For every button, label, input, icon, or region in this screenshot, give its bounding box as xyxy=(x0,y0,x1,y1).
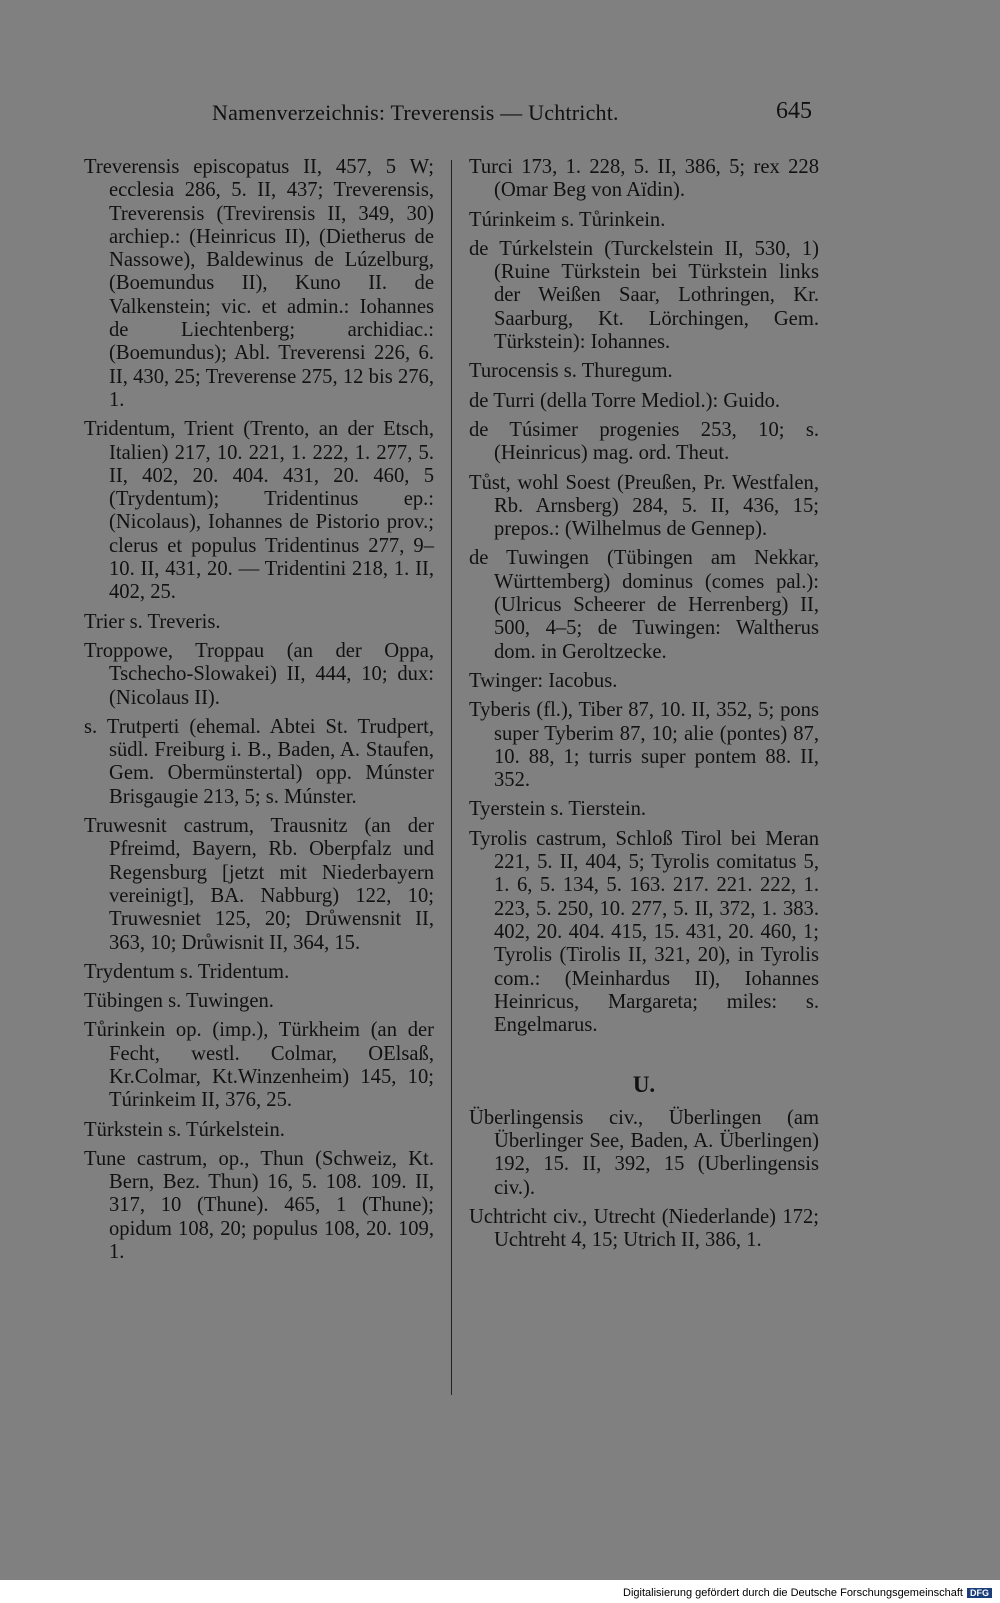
section-heading: U. xyxy=(632,1072,656,1098)
index-entry: Turci 173, 1. 228, 5. II, 386, 5; rex 228 (Omar Beg von Aïdin). xyxy=(469,156,819,202)
page-number: 645 xyxy=(776,98,812,124)
index-entry: Truwesnit castrum, Trausnitz (an der Pfreimd, Bayern, Rb. Oberpfalz und Regensburg [jetzt mit Niederbayern vereinigt], BA. Nabburg) 122, 10; Truwesniet 125, 20; Drůwensnit II, 363, 10; Drůwisnit II, 364, 15. xyxy=(84,815,434,954)
left-column xyxy=(84,156,434,1270)
index-entry: de Túsimer progenies 253, 10; s. (Heinricus) mag. ord. Theut. xyxy=(469,418,819,465)
index-entry: Tůrinkein op. (imp.), Türkheim (an der Fecht, westl. Colmar, OElsaß, Kr.Colmar, Kt.Winzenheim) 145, 10; Túrinkeim II, 376, 25. xyxy=(84,1019,434,1112)
index-entry: Turocensis s. Thuregum. xyxy=(469,360,673,383)
index-entry: Tune castrum, op., Thun (Schweiz, Kt. Bern, Bez. Thun) 16, 5. 108. 109. II, 317, 10 (Thune). 465, 1 (Thune); opidum 108, 20; populus 108, 20. 109, 1. xyxy=(84,1147,434,1264)
right-column xyxy=(469,156,819,1258)
index-entry: de Túrkelstein (Turckelstein II, 530, 1) (Ruine Türkstein bei Türkstein links der Weißen Saar, Lothringen, Kr. Saarburg, Kt. Lörchingen, Gem. Türkstein): Iohannes. xyxy=(469,237,819,354)
index-entry: de Turri (della Torre Mediol.): Guido. xyxy=(469,389,781,412)
index-entry: Tridentum, Trient (Trento, an der Etsch, Italien) 217, 10. 221, 1. 222, 1. 277, 5. II, 402, 20. 404. 431, 20. 460, 5 (Trydentum); Tridentinus ep.: (Nicolaus), Iohannes de Pistorio prov.; clerus et populus Tridentinus 277, 9–10. II, 431, 20. — Tridentini 218, 1. II, 402, 25. xyxy=(84,418,434,604)
column-divider xyxy=(451,160,452,1395)
index-entry: Trier s. Treveris. xyxy=(84,610,221,633)
index-entry: Treverensis episcopatus II, 457, 5 W; ecclesia 286, 5. II, 437; Treverensis, Treverensis (Trevirensis II, 349, 30) archiep.: (Heinricus II), (Dietherus de Nassowe), Baldewinus de Lúzelburg, (Boemundus II), Kuno II. de Valkenstein; vic. et admin.: Iohannes de Liechtenberg; archidiac.: (Boemundus); Abl. Treverensi 226, 6. II, 430, 25; Treverense 275, 12 bis 276, 1. xyxy=(84,156,434,411)
index-entry: de Tuwingen (Tübingen am Nekkar, Württemberg) dominus (comes pal.): (Ulricus Scheerer de Herrenberg) II, 500, 4–5; de Tuwingen: Waltherus dom. in Geroltzecke. xyxy=(469,547,819,663)
footer-text: Digitalisierung gefördert durch die Deutsche Forschungsgemeinschaft xyxy=(623,1587,963,1599)
running-head: Namenverzeichnis: Treverensis — Uchtricht. xyxy=(212,100,619,125)
index-entry: Trydentum s. Tridentum. xyxy=(84,960,290,983)
index-entry: Türkstein s. Túrkelstein. xyxy=(84,1118,285,1141)
footer-credit xyxy=(623,1587,992,1599)
index-entry: Tyberis (fl.), Tiber 87, 10. II, 352, 5; pons super Tyberim 87, 10; alie (pontes) 87, 10. 88, 1; turris super pontem 88. II, 352. xyxy=(469,699,819,792)
index-entry: Uchtricht civ., Utrecht (Niederlande) 172; Uchtreht 4, 15; Utrich II, 386, 1. xyxy=(469,1205,819,1252)
index-entry: Tyerstein s. Tierstein. xyxy=(469,798,647,821)
index-entry: Überlingensis civ., Überlingen (am Überlinger See, Baden, A. Überlingen) 192, 15. II, 392, 15 (Uberlingensis civ.). xyxy=(469,1106,819,1199)
index-entry: Twinger: Iacobus. xyxy=(469,669,618,692)
index-entry: Tyrolis castrum, Schloß Tirol bei Meran 221, 5. II, 404, 5; Tyrolis comitatus 5, 1. 6, 5. 134, 5. 163. 217. 221. 222, 1. 223, 5. 250, 10. 277, 5. II, 372, 1. 383. 402, 20. 404. 415, 15. 431, 20. 460, 1; Tyrolis (Tirolis II, 321, 20), in Tyrolis com.: (Meinhardus II), Iohannes Heinricus, Margareta; miles: s. Engelmarus. xyxy=(469,827,819,1037)
index-entry: Tůst, wohl Soest (Preußen, Pr. Westfalen, Rb. Arnsberg) 284, 5. II, 436, 15; prepos.: (Wilhelmus de Gennep). xyxy=(469,471,819,541)
index-entry: s. Trutperti (ehemal. Abtei St. Trudpert, südl. Freiburg i. B., Baden, A. Staufen, Gem. Obermünstertal) opp. Múnster Brisgaugie 213, 5; s. Múnster. xyxy=(84,715,434,808)
index-entry: Túrinkeim s. Tůrinkein. xyxy=(469,208,666,231)
index-entry: Troppowe, Troppau (an der Oppa, Tschecho-Slowakei) II, 444, 10; dux: (Nicolaus II). xyxy=(84,639,434,709)
index-entry: Tübingen s. Tuwingen. xyxy=(84,990,274,1013)
dfg-logo: DFG xyxy=(967,1588,992,1598)
